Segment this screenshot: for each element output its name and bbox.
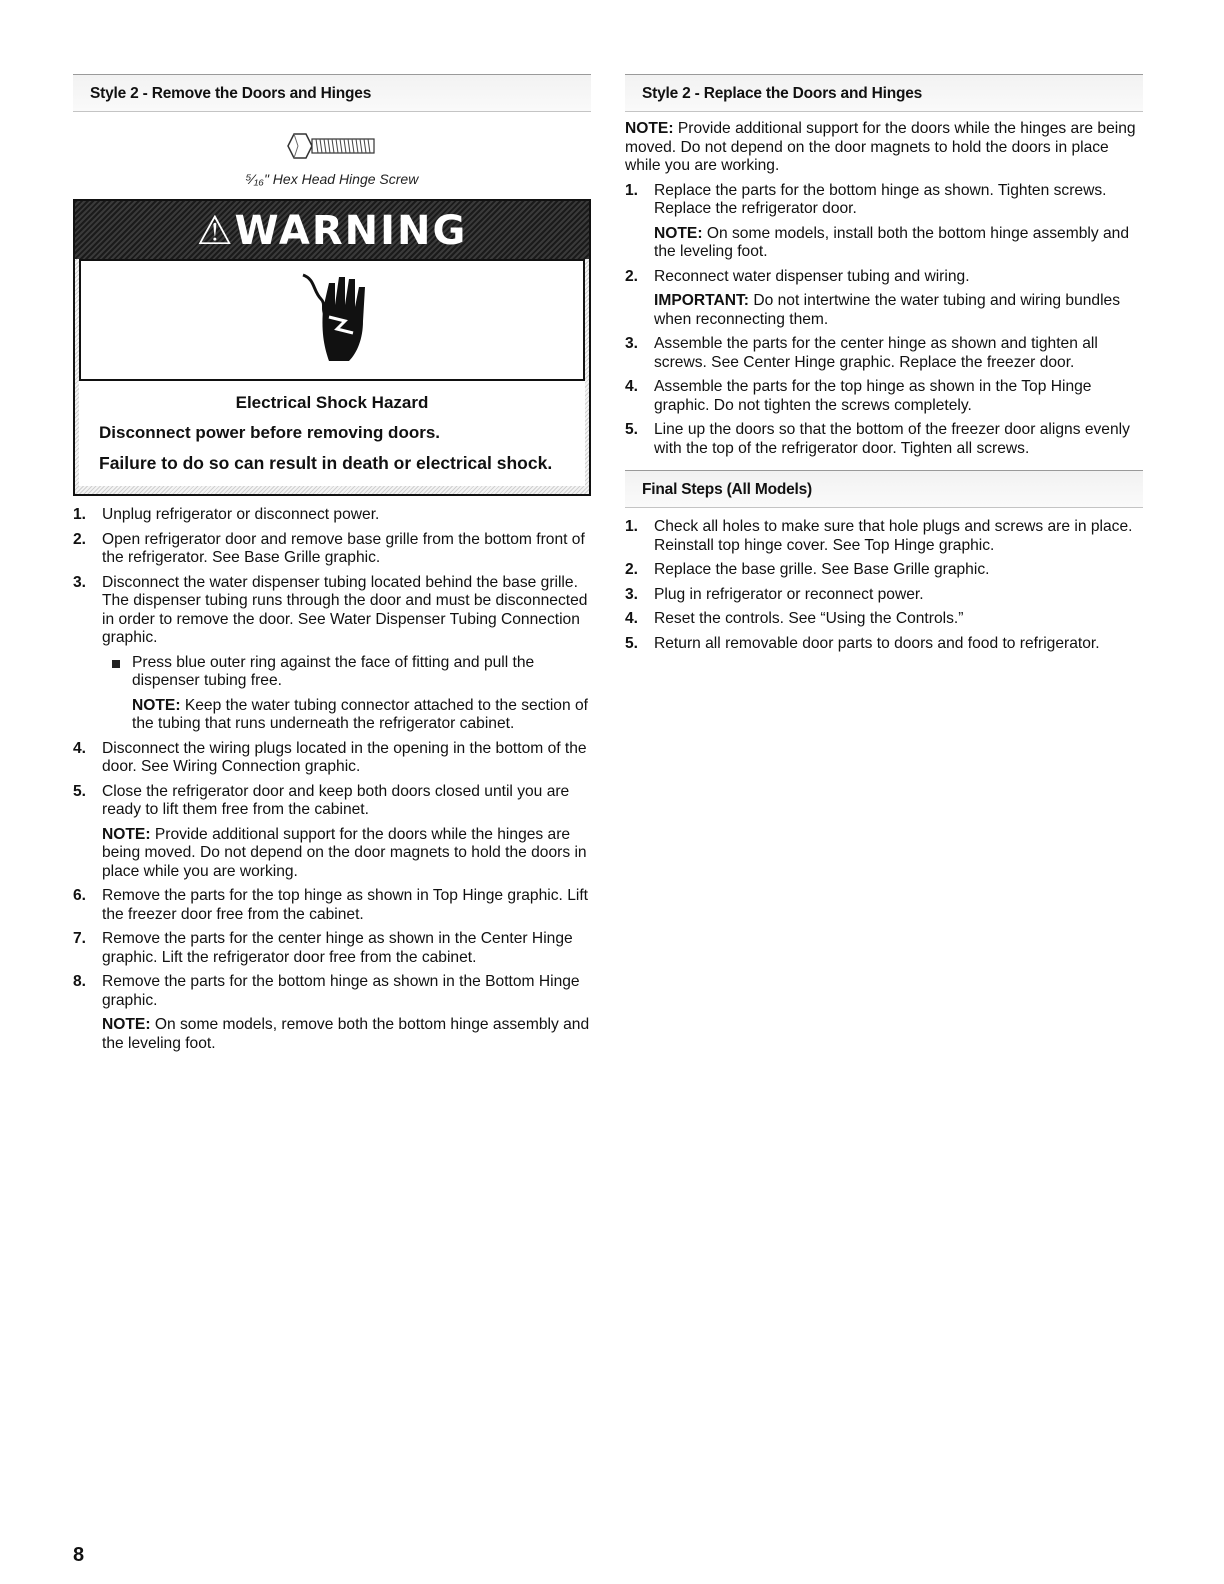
intro-note: NOTE: Provide additional support for the doors while the hinges are being moved. Do not depend on the door magnets to hold the doors in place while you are working. — [625, 120, 1136, 174]
list-item: 5. Return all removable door parts to doors and food to refrigerator. — [625, 634, 1100, 652]
note: NOTE: Provide additional support for the doors while the hinges are being moved. Do not depend on the door magnets to hold the doors in place while you are working. — [102, 825, 587, 880]
list-item: 7. Remove the parts for the center hinge as shown in the Center Hinge graphic. Lift the refrigerator door free from the cabinet. — [73, 930, 573, 966]
final-steps-list — [625, 518, 1143, 653]
list-item: 2. Open refrigerator door and remove base grille from the bottom front of the refrigerator. See Base Grille graphic. — [73, 530, 585, 566]
screw-caption: ⁵⁄₁₆" Hex Head Hinge Screw — [245, 171, 419, 187]
shock-illustration — [79, 259, 585, 381]
replace-steps-list — [625, 182, 1143, 459]
list-item: 1. Unplug refrigerator or disconnect power. — [73, 506, 380, 523]
right-column — [625, 74, 1143, 659]
electric-shock-hand-icon — [299, 269, 379, 369]
section-heading-text: Style 2 - Remove the Doors and Hinges — [90, 85, 372, 102]
bullet-item: Press blue outer ring against the face of fitting and pull the dispenser tubing free. — [102, 654, 591, 691]
warning-box — [73, 199, 591, 496]
list-item: 3. Plug in refrigerator or reconnect power. — [625, 585, 924, 603]
important-note: IMPORTANT: Do not intertwine the water tubing and wiring bundles when reconnecting them. — [654, 292, 1121, 328]
warning-title: ⚠WARNING — [196, 208, 468, 254]
warning-header — [75, 201, 589, 259]
list-item: 5. Line up the doors so that the bottom of the freezer door aligns evenly with the top of the refrigerator door. Tighten all screws. — [625, 421, 1130, 457]
list-item: 2. Reconnect water dispenser tubing and wiring. IMPORTANT: Do not intertwine the water tubing and wiring bundles when reconnecting them. — [625, 268, 1143, 330]
hex-screw-icon — [282, 128, 382, 164]
note: NOTE: On some models, install both the bottom hinge assembly and the leveling foot. — [654, 224, 1129, 260]
section-heading-final — [625, 470, 1143, 508]
note: NOTE: Keep the water tubing connector attached to the section of the tubing that runs underneath the refrigerator cabinet. — [132, 696, 588, 732]
warning-text-block — [79, 381, 585, 486]
hex-screw-illustration — [73, 128, 591, 187]
list-item: 2. Replace the base grille. See Base Grille graphic. — [625, 561, 990, 578]
list-item: 8. Remove the parts for the bottom hinge as shown in the Bottom Hinge graphic. NOTE: On some models, remove both the bottom hinge assembly and the leveling foot. — [73, 973, 590, 1052]
warning-line-2: Failure to do so can result in death or electrical shock. — [99, 453, 553, 473]
section-heading-remove — [73, 74, 591, 112]
list-item: 6. Remove the parts for the top hinge as shown in Top Hinge graphic. Lift the freezer door free from the cabinet. — [73, 887, 589, 923]
list-item: 4. Assemble the parts for the top hinge as shown in the Top Hinge graphic. Do not tighten the screws completely. — [625, 378, 1092, 414]
list-item: 1. Replace the parts for the bottom hinge as shown. Tighten screws. Replace the refrigerator door. NOTE: On some models, install both the bottom hinge assembly and the leveling foot. — [625, 182, 1143, 262]
section-heading-replace — [625, 74, 1143, 112]
list-item: 5. Close the refrigerator door and keep both doors closed until you are ready to lift them free from the cabinet. NOTE: Provide additional support for the doors while the hinges are being moved. Do not depend on the door magnets to hold the doors in place while you are working. — [73, 783, 591, 882]
warning-line-1: Disconnect power before removing doors. — [99, 423, 441, 442]
page-number: 8 — [73, 1544, 85, 1566]
remove-steps-list — [73, 506, 591, 1053]
left-column — [73, 74, 591, 1059]
section-heading-text: Style 2 - Replace the Doors and Hinges — [642, 85, 923, 102]
list-item: 3. Disconnect the water dispenser tubing located behind the base grille. The dispenser tubing runs through the door and must be disconnected in order to remove the door. See Water Dispenser Tubing Connection graphic. Press blue outer ring against the face of fitting and pull the dispenser tubing free. NOTE: Keep the water tubing connector attached to the section of the tubing that runs underneath the refrigerator cabinet. — [73, 574, 591, 734]
list-item: 3. Assemble the parts for the center hinge as shown and tighten all screws. See Center Hinge graphic. Replace the freezer door. — [625, 335, 1098, 371]
hazard-title: Electrical Shock Hazard — [235, 393, 429, 412]
note: NOTE: On some models, remove both the bottom hinge assembly and the leveling foot. — [102, 1016, 590, 1052]
list-item: 4. Disconnect the wiring plugs located in the opening in the bottom of the door. See Wiring Connection graphic. — [73, 739, 587, 775]
section-heading-text: Final Steps (All Models) — [642, 481, 813, 498]
list-item: 4. Reset the controls. See “Using the Controls.” — [625, 610, 964, 627]
list-item: 1. Check all holes to make sure that hole plugs and screws are in place. Reinstall top hinge cover. See Top Hinge graphic. — [625, 518, 1133, 554]
